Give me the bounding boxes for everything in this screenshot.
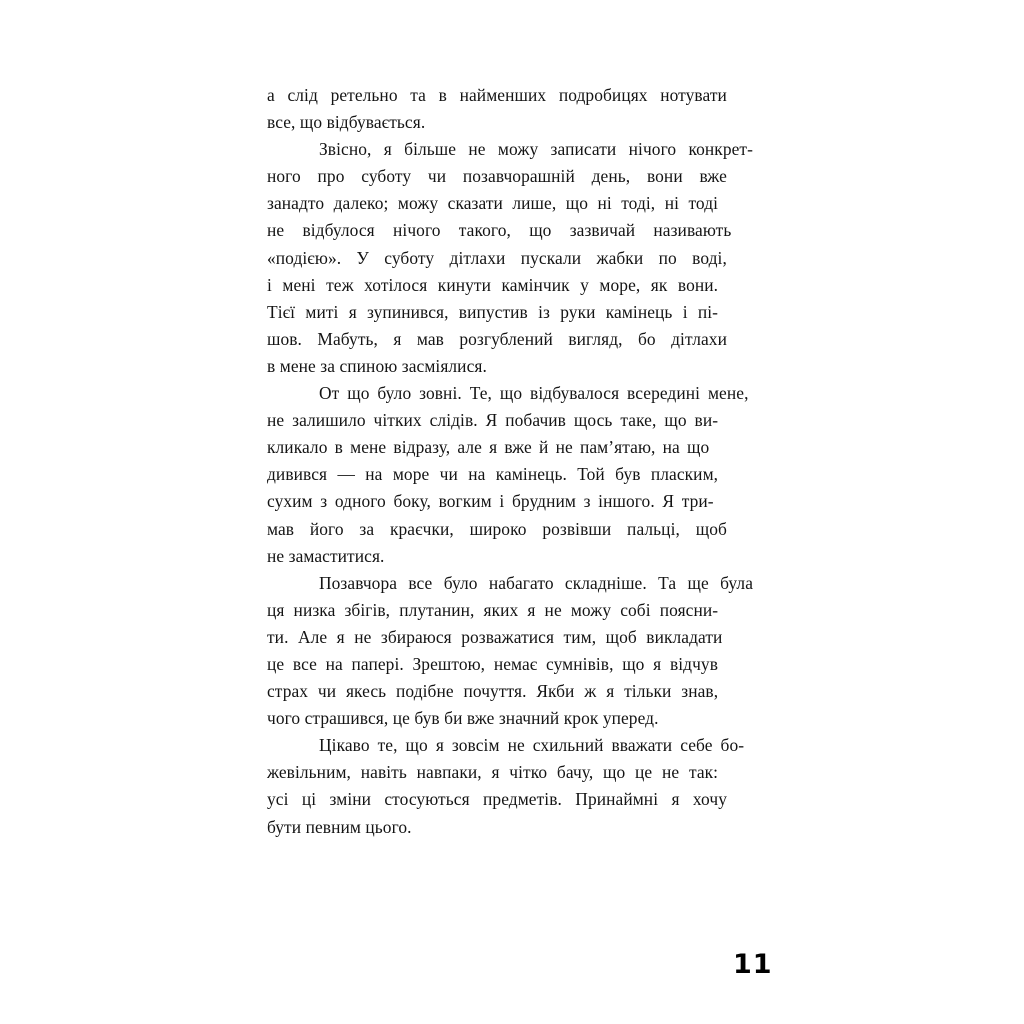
text-line: сухим з одного боку, вогким і брудним з іншого. Я три- xyxy=(267,491,714,512)
text-line: занадто далеко; можу сказати лише, що ні тоді, ні тоді xyxy=(267,193,719,214)
text-line: в мене за спиною засміялися. xyxy=(267,355,487,376)
text-line: Звісно, я більше не можу записати нічого конкрет- xyxy=(319,139,753,160)
text-line: Позавчора все було набагато складніше. Та ще була xyxy=(319,572,754,593)
text-line: не замаститися. xyxy=(267,545,385,566)
text-line: усі ці зміни стосуються предметів. Принаймні я хочу xyxy=(267,789,727,810)
text-line: шов. Мабуть, я мав розгублений вигляд, бо дітлахи xyxy=(267,328,727,349)
text-line: чого страшився, це був би вже значний крок уперед. xyxy=(267,708,659,729)
text-line: ця низка збігів, плутанин, яких я не можу собі поясни- xyxy=(267,599,719,620)
text-line: а слід ретельно та в найменших подробицях нотувати xyxy=(267,85,727,105)
paragraph-5 xyxy=(267,732,758,840)
text-line: страх чи якесь подібне почуття. Якби ж я тільки знав, xyxy=(267,681,719,702)
text-line: не залишило чітких слідів. Я побачив щось таке, що ви- xyxy=(267,410,719,431)
paragraph-3 xyxy=(267,380,758,570)
text-line: і мені теж хотілося кинути камінчик у море, як вони. xyxy=(267,274,719,295)
body-text-column xyxy=(267,82,758,841)
text-line: кликало в мене відразу, але я вже й не пам’ятаю, на що xyxy=(267,437,710,458)
text-line: От що було зовні. Те, що відбувалося всередині мене, xyxy=(319,383,749,404)
text-line: не відбулося нічого такого, що зазвичай називають xyxy=(267,220,732,241)
text-line: все, що відбувається. xyxy=(267,112,426,133)
text-line: жевільним, навіть навпаки, я чітко бачу, що це не так: xyxy=(267,762,719,783)
text-line: «подією». У суботу дітлахи пускали жабки по воді, xyxy=(267,247,727,268)
text-line: бути певним цього. xyxy=(267,816,412,837)
paragraph-4 xyxy=(267,570,758,733)
text-line: ного про суботу чи позавчорашній день, вони вже xyxy=(267,166,727,187)
text-line: Цікаво те, що я зовсім не схильний вважати себе бо- xyxy=(319,735,745,756)
text-line: ти. Але я не збираюся розважатися тим, щоб викладати xyxy=(267,626,723,647)
paragraph-2 xyxy=(267,136,758,380)
paragraph-1 xyxy=(267,82,758,136)
text-line: це все на папері. Зрештою, немає сумнівів, що я відчув xyxy=(267,653,719,674)
page-number-value: 11 xyxy=(733,949,773,980)
text-line: мав його за краєчки, широко розвівши пальці, щоб xyxy=(267,518,727,539)
text-line: Тієї миті я зупинився, випустив із руки камінець і пі- xyxy=(267,301,719,322)
text-line: дивився — на море чи на камінець. Той був пласким, xyxy=(267,464,719,485)
